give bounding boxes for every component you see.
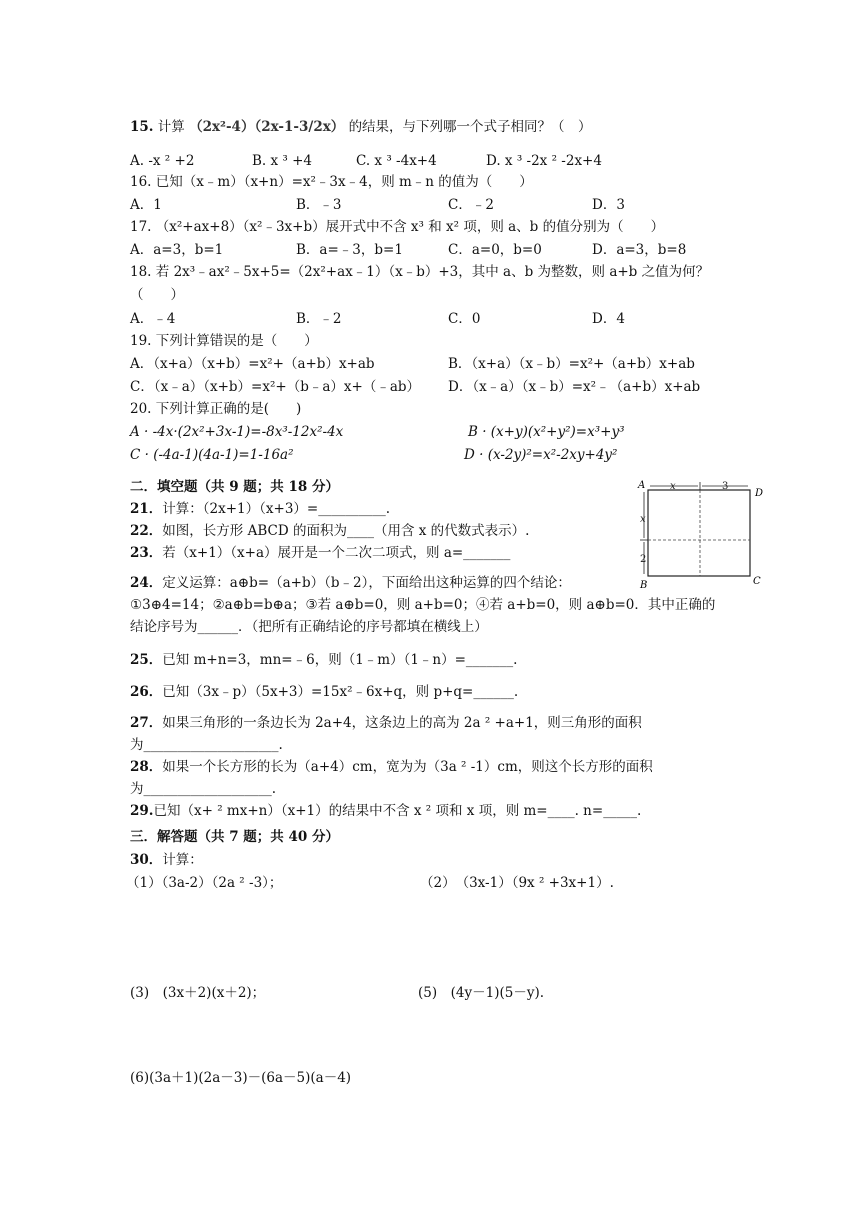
q27-line-2: 为____________________. (130, 737, 283, 753)
q27-line-1 (130, 713, 642, 733)
q16-option-b: B．﹣3 (296, 197, 342, 213)
q20-text: 下列计算正确的是( ) (155, 401, 302, 417)
q15-line (130, 117, 592, 137)
rectangle-outline (648, 490, 750, 576)
q18-option-d: D．4 (592, 311, 625, 327)
q15-option-b: B. x ³ +4 (252, 153, 313, 169)
q24-line-2: ①3⊕4=14；②a⊕b=b⊕a；③若 a⊕b=0，则 a+b=0；④若 a+b=0，则 a⊕b=0．其中正确的 (130, 597, 716, 613)
q22-line (130, 521, 529, 541)
q29-number: 29. (130, 803, 154, 819)
q17-option-d: D．a=3，b=8 (592, 242, 687, 258)
q28-line-1 (130, 757, 653, 777)
q16-option-c: C．﹣2 (448, 197, 494, 213)
q24-number: 24． (130, 575, 163, 591)
q30-line (130, 850, 203, 870)
q30-part-5: (5) (4y－1)(5－y). (418, 985, 545, 1001)
q30-text: 计算： (162, 852, 203, 868)
q29-text: 已知（x+ ² mx+n）（x+1）的结果中不含 x ² 项和 x 项，则 m=____. n=_____. (153, 803, 642, 819)
q20-option-a: A · -4x·(2x²+3x-1)=-8x³-12x²-4x (130, 424, 344, 440)
q16-number: 16. (130, 174, 152, 190)
q23-line (130, 543, 510, 563)
q28-line-2: 为___________________. (130, 781, 277, 797)
q18-number: 18. (130, 264, 152, 280)
q22-number: 22． (130, 523, 163, 539)
q30-part-1: （1）（3a-2）（2a ² -3）； (126, 875, 283, 891)
q21-line (130, 499, 390, 519)
q30-part-3: (3) (3x＋2)(x＋2)； (130, 985, 266, 1001)
q28-text-1: 如果一个长方形的长为（a+4）cm，宽为为（3a ² -1）cm，则这个长方形的面积 (162, 759, 653, 775)
corner-d-label: D (755, 488, 764, 499)
q18-line (130, 262, 709, 282)
q24-line-1 (130, 573, 571, 593)
q16-text: 已知（x﹣m）（x+n）=x²﹣3x﹣4，则 m﹣n 的值为（ ） (155, 174, 533, 190)
q17-option-a: A．a=3，b=1 (130, 242, 224, 258)
q25-number: 25． (130, 652, 163, 668)
q21-number: 21． (130, 501, 163, 517)
corner-b-label: B (640, 580, 648, 590)
q18-option-b: B．﹣2 (296, 311, 342, 327)
q19-option-c: C．（x﹣a）（x+b）=x²+（b﹣a）x+（﹣ab） (130, 379, 421, 395)
q30-number: 30． (130, 852, 163, 868)
q25-text: 已知 m+n=3，mn=﹣6，则（1﹣m）（1﹣n）=_______. (162, 652, 518, 668)
q17-text: （x²+ax+8）（x²﹣3x+b）展开式中不含 x³ 和 x² 项，则 a、b 的值分别为（ ） (155, 219, 665, 235)
q15-suffix: 的结果，与下列哪一个式子相同？（ ） (348, 119, 592, 135)
q20-option-d: D · (x-2y)²=x²-2xy+4y² (464, 447, 618, 463)
q17-option-b: B．a=﹣3，b=1 (296, 242, 403, 258)
q17-number: 17. (130, 219, 152, 235)
q15-number: 15. (130, 119, 154, 135)
side-2-label: 2 (640, 554, 647, 565)
q15-option-c: C. x ³ -4x+4 (356, 153, 437, 169)
q28-number: 28． (130, 759, 163, 775)
section-fill-blank-heading: 二．填空题（共 9 题；共 18 分） (130, 479, 339, 495)
q18-option-a: A．﹣4 (130, 311, 176, 327)
q20-line (130, 399, 301, 419)
q19-option-a: A．（x+a）（x+b）=x²+（a+b）x+ab (130, 356, 375, 372)
q19-line (130, 331, 318, 351)
q26-text: 已知（3x﹣p）（5x+3）=15x²﹣6x+q，则 p+q=______. (162, 684, 519, 700)
top-3-label: 3 (722, 481, 729, 492)
q27-text-1: 如果三角形的一条边长为 2a+4，这条边上的高为 2a ² +a+1，则三角形的面积 (162, 715, 642, 731)
q22-text: 如图，长方形 ABCD 的面积为____（用含 x 的代数式表示）. (162, 523, 530, 539)
q18-option-c: C．0 (448, 311, 481, 327)
q20-option-c: C · (-4a-1)(4a-1)=1-16a² (130, 447, 294, 463)
q27-number: 27． (130, 715, 163, 731)
rectangle-abcd-figure (636, 478, 768, 590)
q20-option-b: B · (x+y)(x²+y²)=x³+y³ (468, 424, 625, 440)
q15-expression: （2x²-4）（2x-1-3/2x） (189, 119, 345, 135)
q30-part-6: (6)(3a＋1)(2a－3)－(6a－5)(a－4) (130, 1070, 352, 1086)
q17-line (130, 217, 664, 237)
side-x-label: x (640, 514, 646, 525)
section-answer-heading: 三．解答题（共 7 题；共 40 分） (130, 829, 339, 845)
q20-number: 20. (130, 401, 152, 417)
q19-text: 下列计算错误的是（ ） (155, 333, 318, 349)
q15-prefix: 计算 (157, 119, 185, 135)
q18-text: 若 2x³﹣ax²﹣5x+5=（2x²+ax﹣1）（x﹣b）+3，其中 a、b 为整数，则 a+b 之值为何？ (155, 264, 710, 280)
q16-option-d: D．3 (592, 197, 625, 213)
corner-c-label: C (753, 576, 761, 587)
q26-line (130, 682, 518, 702)
q19-option-d: D．（x﹣a）（x﹣b）=x²﹣（a+b）x+ab (448, 379, 701, 395)
q24-line-3: 结论序号为______．（把所有正确结论的序号都填在横线上） (130, 619, 488, 635)
q17-option-c: C．a=0，b=0 (448, 242, 542, 258)
q25-line (130, 650, 517, 670)
q24-text-1: 定义运算：a⊕b=（a+b）（b﹣2），下面给出这种运算的四个结论： (162, 575, 571, 591)
q30-part-2: （2） （3x-1）（9x ² +3x+1）. (420, 875, 614, 891)
q26-number: 26． (130, 684, 163, 700)
top-x-label: x (670, 481, 676, 492)
q21-text: 计算：（2x+1）（x+3）=__________. (162, 501, 391, 517)
q23-text: 若（x+1）（x+a）展开是一个二次二项式，则 a=_______ (162, 545, 511, 561)
q15-option-a: A. -x ² +2 (130, 153, 195, 169)
corner-a-label: A (638, 480, 646, 491)
q15-option-d: D. x ³ -2x ² -2x+4 (486, 153, 602, 169)
q23-number: 23． (130, 545, 163, 561)
q16-line (130, 172, 533, 192)
q29-line (130, 801, 641, 821)
q16-option-a: A．1 (130, 197, 162, 213)
q19-option-b: B．（x+a）（x﹣b）=x²+（a+b）x+ab (448, 356, 695, 372)
q19-number: 19. (130, 333, 152, 349)
q18-paren: （ ） (130, 287, 184, 303)
